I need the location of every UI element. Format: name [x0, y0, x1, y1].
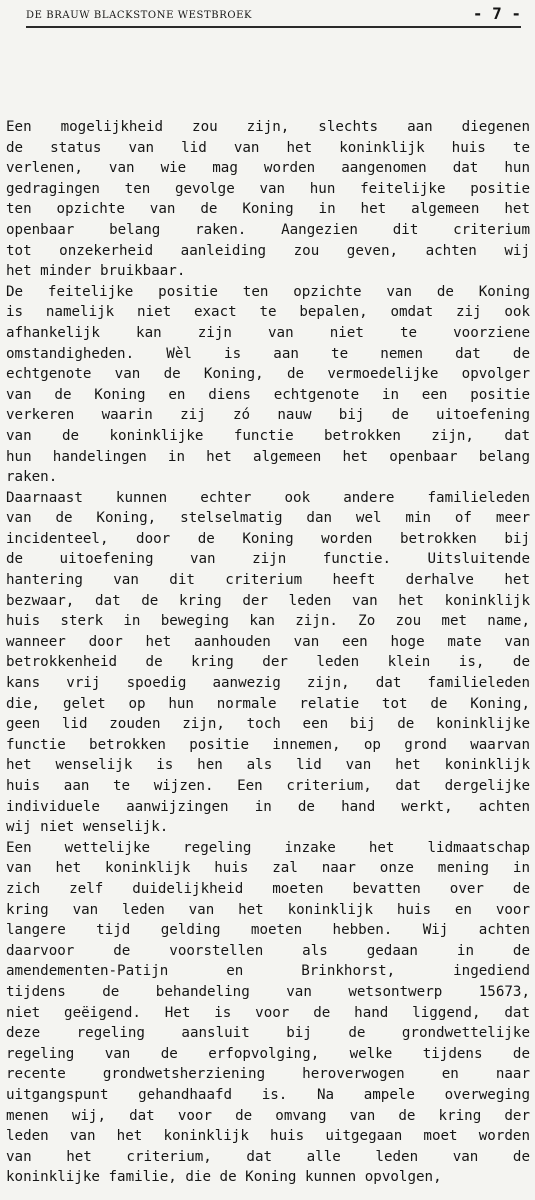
text-line: verkeren waarin zij zó nauw bij de uitoefening [6, 407, 530, 424]
text-line: echtgenote van de Koning, de vermoedelijke opvolger [6, 366, 530, 383]
text-line: menen wij, dat voor de omvang van de kring der [6, 1107, 530, 1124]
text-line: tot onzekerheid aanleiding zou geven, achten wij [6, 242, 530, 259]
text-line: daarvoor de voorstellen als gedaan in de [6, 942, 530, 959]
text-line: leden van het koninklijk huis uitgegaan moet worden [6, 1128, 530, 1145]
text-line: verlenen, van wie mag worden aangenomen dat hun [6, 160, 530, 177]
text-line: van de Koning, stelselmatig dan wel min of meer [6, 510, 530, 527]
text-line: Een mogelijkheid zou zijn, slechts aan diegenen [6, 119, 530, 135]
page-header [26, 4, 521, 28]
paragraph [6, 117, 530, 282]
text-line: tijdens de behandeling van wetsontwerp 15673, [6, 983, 530, 1000]
text-line: het minder bruikbaar. [6, 263, 186, 280]
text-line: langere tijd gelding moeten hebben. Wij achten [6, 922, 530, 939]
text-line: gedragingen ten gevolge van hun feitelijke positie [6, 180, 530, 197]
text-line: De feitelijke positie ten opzichte van de Koning [6, 283, 530, 300]
text-line: bezwaar, dat de kring der leden van het koninklijk [6, 592, 530, 609]
text-line: functie betrokken positie innemen, op grond waarvan [6, 736, 530, 753]
text-line: betrokkenheid de kring der leden klein is, de [6, 654, 530, 671]
text-line: raken. [6, 469, 58, 486]
text-line: regeling van de erfopvolging, welke tijdens de [6, 1045, 530, 1062]
text-line: van de Koning en diens echtgenote in een positie [6, 386, 530, 403]
paragraph [6, 488, 530, 838]
text-line: kring van leden van het koninklijk huis en voor [6, 901, 530, 918]
page-number: - 7 - [472, 4, 521, 23]
text-line: uitgangspunt gehandhaafd is. Na ampele overweging [6, 1086, 530, 1103]
text-line: Daarnaast kunnen echter ook andere familieleden [6, 489, 530, 506]
text-line: koninklijke familie, die de Koning kunnen opvolgen, [6, 1169, 442, 1186]
text-line: incidenteel, door de Koning worden betrokken bij [6, 530, 530, 547]
letterhead-title: DE BRAUW BLACKSTONE WESTBROEK [26, 10, 253, 21]
text-line: is namelijk niet exact te bepalen, omdat zij ook [6, 304, 530, 321]
text-line: die, gelet op hun normale relatie tot de Koning, [6, 695, 530, 712]
text-line: hantering van dit criterium heeft derhalve het [6, 572, 530, 589]
text-line: amendementen-Patijn en Brinkhorst, ingediend [6, 963, 530, 980]
text-line: omstandigheden. Wèl is aan te nemen dat de [6, 345, 530, 362]
paragraph [6, 838, 530, 1188]
text-line: de uitoefening van zijn functie. Uitsluitende [6, 551, 530, 568]
text-line: hun handelingen in het algemeen het openbaar belang [6, 448, 530, 465]
text-line: deze regeling aansluit bij de grondwettelijke [6, 1025, 530, 1042]
text-line: wanneer door het aanhouden van een hoge mate van [6, 633, 530, 650]
text-line: recente grondwetsherziening heroverwogen en naar [6, 1066, 530, 1083]
text-line: ten opzichte van de Koning in het algemeen het [6, 201, 530, 218]
text-line: van het koninklijk huis zal naar onze mening in [6, 860, 530, 877]
text-line: afhankelijk kan zijn van niet te voorziene [6, 324, 530, 341]
text-line: huis aan te wijzen. Een criterium, dat dergelijke [6, 778, 530, 794]
text-line: zich zelf duidelijkheid moeten bevatten over de [6, 880, 530, 897]
text-line: kans vrij spoedig aanwezig zijn, dat familieleden [6, 675, 530, 692]
text-line: individuele aanwijzingen in de hand werkt, achten [6, 798, 530, 815]
text-line: het wenselijk is hen als lid van het koninklijk [6, 757, 530, 774]
text-line: openbaar belang raken. Aangezien dit criterium [6, 221, 530, 238]
document-body [6, 117, 530, 1188]
text-line: van de koninklijke functie betrokken zijn, dat [6, 427, 530, 444]
text-line: de status van lid van het koninklijk huis te [6, 139, 530, 156]
text-line: wij niet wenselijk. [6, 819, 169, 836]
text-line: Een wettelijke regeling inzake het lidmaatschap [6, 839, 530, 856]
text-line: geen lid zouden zijn, toch een bij de koninklijke [6, 716, 530, 733]
text-line: niet geëigend. Het is voor de hand liggend, dat [6, 1004, 530, 1021]
text-line: huis sterk in beweging kan zijn. Zo zou met name, [6, 613, 530, 630]
text-line: van het criterium, dat alle leden van de [6, 1148, 530, 1165]
paragraph [6, 282, 530, 488]
